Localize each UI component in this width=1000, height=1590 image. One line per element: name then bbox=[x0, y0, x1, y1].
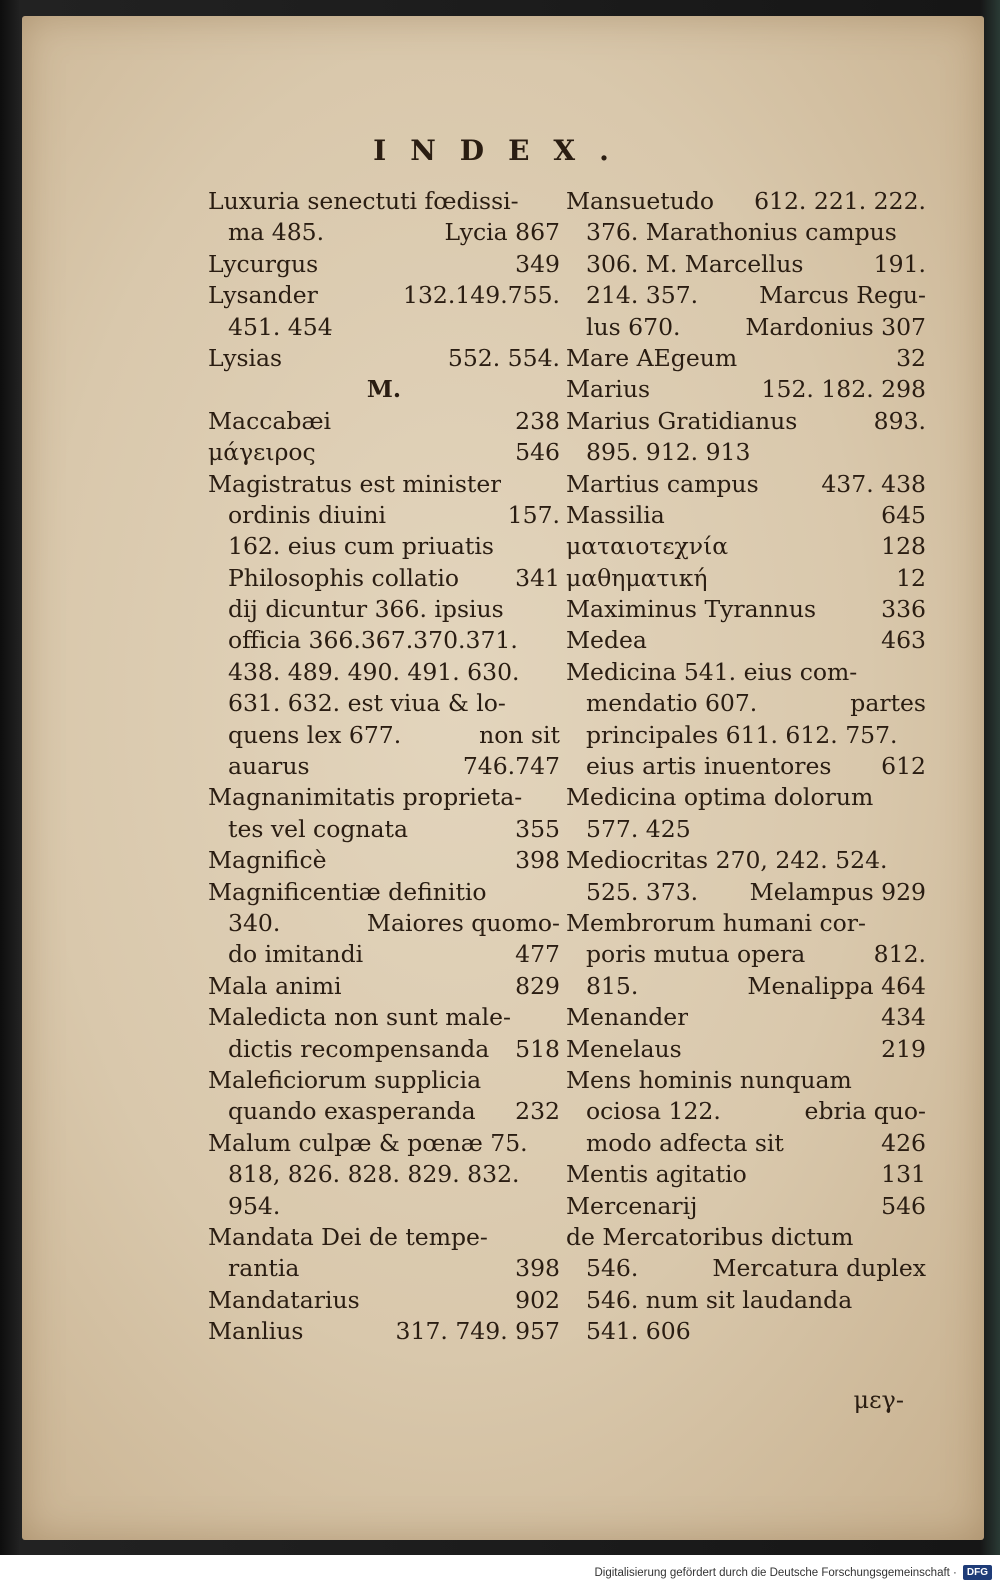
index-entry-text: dij dicuntur 366. ipsius bbox=[228, 595, 504, 624]
index-line bbox=[208, 280, 560, 311]
index-entry-page: 336 bbox=[881, 595, 926, 624]
index-entry-page: 546 bbox=[881, 1191, 926, 1220]
index-entry-text: modo adfecta sit bbox=[586, 1128, 784, 1157]
index-line bbox=[566, 814, 926, 845]
index-entry-page: 131 bbox=[881, 1160, 926, 1189]
index-entry-page: 437. 438 bbox=[821, 469, 926, 498]
index-entry-text: tes vel cognata bbox=[228, 814, 409, 843]
index-entry-text: 438. 489. 490. 491. 630. bbox=[228, 657, 520, 686]
index-line bbox=[566, 908, 926, 939]
index-line bbox=[208, 437, 560, 468]
index-line bbox=[208, 971, 560, 1002]
index-entry-text: 577. 425 bbox=[586, 814, 691, 843]
index-entry-page: 829 bbox=[515, 971, 560, 1000]
index-entry-text: 546. num sit laudanda bbox=[586, 1285, 853, 1314]
index-line bbox=[208, 563, 560, 594]
index-entry-page: Lycia 867 bbox=[444, 218, 560, 247]
index-line bbox=[566, 1222, 926, 1253]
index-entry-page: 902 bbox=[515, 1285, 560, 1314]
index-entry-text: officia 366.367.370.371. bbox=[228, 626, 518, 655]
index-entry-page: Maiores quomo- bbox=[366, 908, 560, 937]
index-entry-text: μάγειρος bbox=[208, 438, 316, 467]
index-entry-text: Lysias bbox=[208, 343, 283, 372]
index-entry-text: do imitandi bbox=[228, 940, 364, 969]
index-entry-page: 398 bbox=[515, 846, 560, 875]
index-line bbox=[566, 1002, 926, 1033]
catchword: μεγ- bbox=[853, 1386, 904, 1414]
index-entry-text: mendatio 607. bbox=[586, 689, 758, 718]
index-entry-page: 341 bbox=[515, 563, 560, 592]
index-line bbox=[566, 1159, 926, 1190]
index-line bbox=[208, 406, 560, 437]
index-entry-text: eius artis inuentores bbox=[586, 752, 832, 781]
index-entry-page: 349 bbox=[515, 249, 560, 278]
index-line bbox=[566, 249, 926, 280]
index-entry-page: 552. 554. bbox=[447, 343, 560, 372]
index-line bbox=[208, 500, 560, 531]
index-line bbox=[566, 751, 926, 782]
index-entry-text: Mentis agitatio bbox=[566, 1160, 747, 1189]
index-entry-page: 132.149.755. bbox=[403, 281, 560, 310]
index-line bbox=[208, 343, 560, 374]
index-entry-text: ma 485. bbox=[228, 218, 325, 247]
index-entry-text: ociosa 122. bbox=[586, 1097, 721, 1126]
index-entry-page: 12 bbox=[896, 563, 926, 592]
index-entry-page: 612 bbox=[881, 752, 926, 781]
index-entry-page: Menalippa 464 bbox=[747, 971, 926, 1000]
index-entry-page: non sit bbox=[479, 720, 560, 749]
index-line bbox=[566, 845, 926, 876]
index-entry-page: 612. 221. 222. bbox=[754, 187, 926, 215]
index-line bbox=[208, 908, 560, 939]
index-line bbox=[566, 1034, 926, 1065]
index-entry-text: Philosophis collatio bbox=[228, 563, 460, 592]
index-line bbox=[208, 814, 560, 845]
index-entry-page: 477 bbox=[515, 940, 560, 969]
index-line bbox=[208, 625, 560, 656]
index-entry-text: 376. Marathonius campus bbox=[586, 218, 897, 247]
index-entry-text: principales 611. 612. 757. bbox=[586, 720, 898, 749]
dfg-logo: DFG bbox=[963, 1565, 992, 1580]
index-line bbox=[566, 312, 926, 343]
index-entry-page: 463 bbox=[881, 626, 926, 655]
index-line bbox=[208, 1128, 560, 1159]
index-entry-page: 32 bbox=[896, 343, 926, 372]
index-entry-page: partes bbox=[850, 689, 926, 718]
index-entry-page: 152. 182. 298 bbox=[761, 375, 926, 404]
index-entry-text: Lysander bbox=[208, 281, 318, 310]
index-entry-page: Mercatura duplex bbox=[712, 1254, 926, 1283]
footer-text: Digitalisierung gefördert durch die Deutsche Forschungsgemeinschaft · bbox=[594, 1566, 957, 1579]
book-page bbox=[22, 16, 984, 1540]
index-entry-text: Magnificè bbox=[208, 846, 327, 875]
index-line bbox=[208, 249, 560, 280]
index-entry-page: Marcus Regu- bbox=[759, 281, 926, 310]
index-entry-page: 426 bbox=[881, 1128, 926, 1157]
index-entry-page: 238 bbox=[515, 406, 560, 435]
page-header: INDEX. bbox=[373, 134, 633, 167]
index-entry-page: Mardonius 307 bbox=[745, 312, 926, 341]
index-entry-text: poris mutua opera bbox=[586, 940, 806, 969]
index-line bbox=[566, 1191, 926, 1222]
index-entry-text: Magnificentiæ definitio bbox=[208, 877, 487, 906]
index-entry-text: 895. 912. 913 bbox=[586, 438, 751, 467]
index-line bbox=[566, 1128, 926, 1159]
index-line bbox=[566, 625, 926, 656]
index-line bbox=[208, 1253, 560, 1284]
index-entry-text: Martius campus bbox=[566, 469, 759, 498]
index-line bbox=[208, 1159, 560, 1190]
index-line bbox=[566, 280, 926, 311]
index-entry-text: 214. 357. bbox=[586, 281, 699, 310]
index-line bbox=[566, 1065, 926, 1096]
index-entry-text: quando exasperanda bbox=[228, 1097, 476, 1126]
index-entry-text: Mala animi bbox=[208, 971, 342, 1000]
footer-bar bbox=[0, 1555, 1000, 1590]
index-entry-page: Melampus 929 bbox=[749, 877, 926, 906]
index-entry-text: Malum culpæ & pœnæ 75. bbox=[208, 1128, 528, 1157]
index-entry-page: 398 bbox=[515, 1254, 560, 1283]
index-entry-text: Medicina 541. eius com- bbox=[566, 657, 858, 686]
index-entry-text: Lycurgus bbox=[208, 249, 319, 278]
index-entry-text: 451. 454 bbox=[228, 312, 333, 341]
index-entry-text: 525. 373. bbox=[586, 877, 699, 906]
index-entry-page: 191. bbox=[873, 249, 926, 278]
index-line bbox=[208, 312, 560, 343]
index-entry-text: 954. bbox=[228, 1191, 281, 1220]
index-line bbox=[208, 217, 560, 248]
index-line bbox=[566, 1096, 926, 1127]
index-line bbox=[208, 782, 560, 813]
index-entry-text: Maccabæi bbox=[208, 406, 332, 435]
index-entry-text: 546. bbox=[586, 1254, 639, 1283]
index-entry-text: Mansuetudo bbox=[566, 187, 715, 215]
index-entry-text: M. bbox=[366, 375, 402, 404]
index-entry-text: Mare AEgeum bbox=[566, 343, 738, 372]
index-entry-text: 340. bbox=[228, 908, 281, 937]
index-entry-text: Medea bbox=[566, 626, 647, 655]
index-line bbox=[208, 186, 560, 217]
index-entry-text: de Mercatoribus dictum bbox=[566, 1222, 854, 1251]
index-line bbox=[208, 1222, 560, 1253]
index-entry-text: Membrorum humani cor- bbox=[566, 908, 866, 937]
index-line bbox=[566, 531, 926, 562]
index-line bbox=[566, 406, 926, 437]
index-entry-page: 128 bbox=[881, 532, 926, 561]
index-line bbox=[566, 374, 926, 405]
index-line bbox=[208, 939, 560, 970]
index-entry-text: Massilia bbox=[566, 500, 665, 529]
index-entry-page: ebria quo- bbox=[804, 1097, 926, 1126]
index-line bbox=[566, 469, 926, 500]
index-entry-page: 546 bbox=[515, 438, 560, 467]
index-entry-text: ματαιοτεχνία bbox=[566, 532, 729, 561]
index-entry-text: 162. eius cum priuatis bbox=[228, 532, 494, 561]
index-line bbox=[566, 720, 926, 751]
index-line bbox=[208, 1316, 560, 1347]
index-entry-text: 541. 606 bbox=[586, 1317, 691, 1346]
index-line bbox=[208, 1002, 560, 1033]
index-entry-page: 317. 749. 957 bbox=[395, 1317, 560, 1346]
index-column-right bbox=[566, 186, 926, 1347]
index-entry-text: auarus bbox=[228, 752, 310, 781]
index-entry-text: ordinis diuini bbox=[228, 500, 386, 529]
index-entry-page: 812. bbox=[873, 940, 926, 969]
index-entry-text: Luxuria senectuti fœdissi- bbox=[208, 187, 519, 215]
index-entry-page: 893. bbox=[873, 406, 926, 435]
index-entry-text: Magistratus est minister bbox=[208, 469, 502, 498]
index-line bbox=[566, 971, 926, 1002]
index-entry-page: 746.747 bbox=[462, 752, 560, 781]
index-entry-text: 815. bbox=[586, 971, 639, 1000]
index-line bbox=[566, 217, 926, 248]
index-entry-text: Marius Gratidianus bbox=[566, 406, 798, 435]
index-entry-text: Maleficiorum supplicia bbox=[208, 1065, 482, 1094]
index-entry-page: 434 bbox=[881, 1003, 926, 1032]
index-line bbox=[566, 1285, 926, 1316]
index-line bbox=[566, 594, 926, 625]
index-line bbox=[566, 939, 926, 970]
index-entry-text: Menander bbox=[566, 1003, 689, 1032]
index-line bbox=[566, 877, 926, 908]
index-line bbox=[208, 845, 560, 876]
index-line bbox=[208, 688, 560, 719]
index-entry-text: Mediocritas 270, 242. 524. bbox=[566, 846, 888, 875]
index-entry-text: Mercenarij bbox=[566, 1191, 698, 1220]
index-line bbox=[566, 500, 926, 531]
index-entry-text: quens lex 677. bbox=[228, 720, 402, 749]
index-line bbox=[566, 563, 926, 594]
index-entry-page: 518 bbox=[515, 1034, 560, 1063]
index-entry-text: Marius bbox=[566, 375, 651, 404]
index-line bbox=[566, 688, 926, 719]
index-line bbox=[208, 1096, 560, 1127]
index-line bbox=[566, 437, 926, 468]
index-entry-text: lus 670. bbox=[586, 312, 681, 341]
index-line bbox=[566, 343, 926, 374]
index-line bbox=[208, 1285, 560, 1316]
index-entry-text: 631. 632. est viua & lo- bbox=[228, 689, 506, 718]
index-line bbox=[208, 531, 560, 562]
index-entry-text: Mandatarius bbox=[208, 1285, 360, 1314]
index-line bbox=[208, 469, 560, 500]
index-entry-page: 157. bbox=[507, 500, 560, 529]
index-entry-text: Maledicta non sunt male- bbox=[208, 1003, 511, 1032]
index-line bbox=[566, 186, 926, 217]
index-entry-text: μαθηματική bbox=[566, 563, 708, 592]
index-line bbox=[208, 1034, 560, 1065]
index-entry-text: Medicina optima dolorum bbox=[566, 783, 874, 812]
index-line bbox=[208, 594, 560, 625]
index-entry-page: 219 bbox=[881, 1034, 926, 1063]
index-line bbox=[208, 1191, 560, 1222]
index-line bbox=[566, 1316, 926, 1347]
index-entry-text: 818, 826. 828. 829. 832. bbox=[228, 1160, 520, 1189]
index-line bbox=[566, 657, 926, 688]
index-entry-page: 645 bbox=[881, 500, 926, 529]
index-line bbox=[208, 720, 560, 751]
index-entry-text: rantia bbox=[228, 1254, 300, 1283]
index-entry-text: 306. M. Marcellus bbox=[586, 249, 804, 278]
index-line bbox=[208, 877, 560, 908]
index-entry-text: dictis recompensanda bbox=[228, 1034, 490, 1063]
index-line bbox=[208, 751, 560, 782]
index-entry-text: Mens hominis nunquam bbox=[566, 1065, 852, 1094]
index-entry-text: Maximinus Tyrannus bbox=[566, 595, 817, 624]
index-entry-text: Menelaus bbox=[566, 1034, 682, 1063]
index-entry-page: 232 bbox=[515, 1097, 560, 1126]
index-entry-page: 355 bbox=[515, 814, 560, 843]
index-line bbox=[566, 1253, 926, 1284]
index-entry-text: Manlius bbox=[208, 1317, 304, 1346]
index-line bbox=[208, 1065, 560, 1096]
index-line bbox=[208, 657, 560, 688]
index-line bbox=[566, 782, 926, 813]
index-entry-text: Mandata Dei de tempe- bbox=[208, 1222, 488, 1251]
index-line bbox=[208, 374, 560, 405]
index-column-left bbox=[208, 186, 560, 1347]
index-entry-text: Magnanimitatis proprieta- bbox=[208, 783, 523, 812]
